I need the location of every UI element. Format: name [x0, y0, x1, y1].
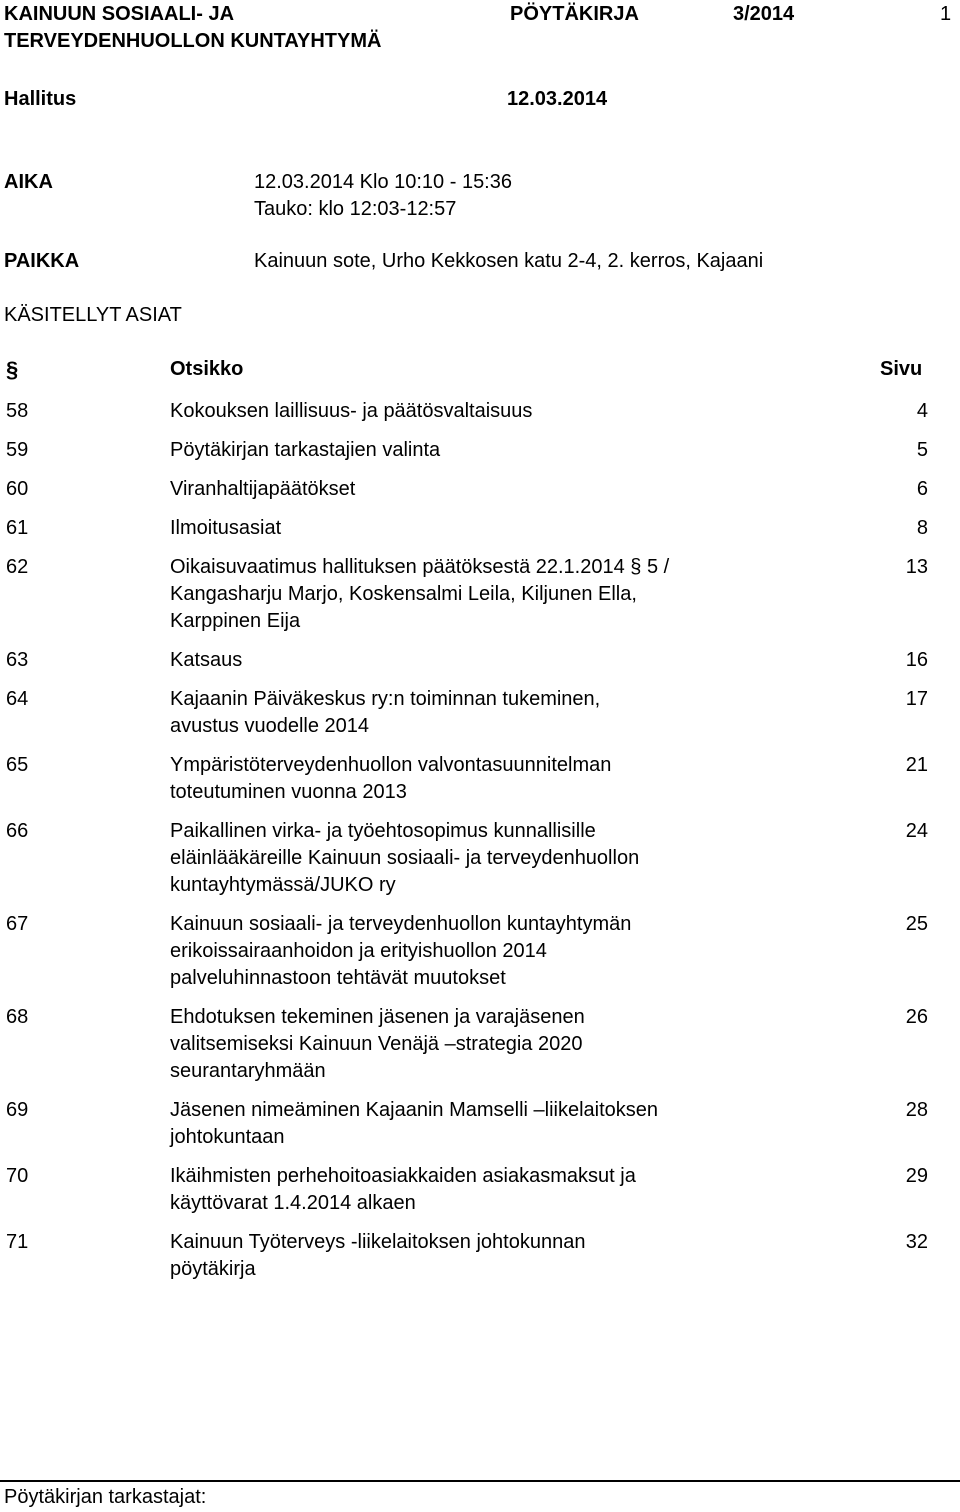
agenda-item-page: 21 [905, 754, 928, 776]
place-label: PAIKKA [4, 250, 80, 272]
agenda-item-number: 62 [6, 556, 29, 578]
agenda-item-title-line: Oikaisuvaatimus hallituksen päätöksestä 22.1.2014 § 5 / [170, 556, 670, 578]
footer-reviewers-label: Pöytäkirjan tarkastajat: [4, 1486, 207, 1508]
agenda-item-page: 26 [905, 1006, 928, 1028]
agenda-item-title-line: pöytäkirja [170, 1258, 256, 1280]
organization-name [4, 1, 381, 55]
agenda-item-title-line: Kajaanin Päiväkeskus ry:n toiminnan tukeminen, [170, 688, 601, 710]
agenda-item-title-line: valitsemiseksi Kainuun Venäjä –strategia 2020 [170, 1033, 583, 1055]
agenda-item-title-line: Viranhaltijapäätökset [170, 478, 356, 500]
agenda-item-page: 8 [916, 517, 928, 539]
agenda-item-page: 25 [905, 913, 928, 935]
governing-body: Hallitus [4, 88, 77, 110]
agenda-item-title-line: Karppinen Eija [170, 610, 301, 632]
time-value-line1: 12.03.2014 Klo 10:10 - 15:36 [254, 171, 512, 193]
agenda-item-page: 6 [916, 478, 928, 500]
agenda-item-title-line: Kainuun sosiaali- ja terveydenhuollon kuntayhtymän [170, 913, 632, 935]
agenda-item-page: 4 [916, 400, 928, 422]
agenda-item-number: 61 [6, 517, 29, 539]
agenda-item-title-line: toteutuminen vuonna 2013 [170, 781, 407, 803]
agenda-item-title [170, 686, 860, 740]
organization-name-line1: KAINUUN SOSIAALI- JA [4, 3, 235, 25]
agenda-item-title-line: käyttövarat 1.4.2014 alkaen [170, 1192, 416, 1214]
column-header-title: Otsikko [170, 358, 244, 380]
agenda-item-title [170, 647, 860, 674]
page-number: 1 [940, 3, 952, 25]
agenda-item-page: 17 [905, 688, 928, 710]
agenda-item-title-line: Katsaus [170, 649, 243, 671]
document-number: 3/2014 [733, 3, 795, 25]
agenda-item-title-line: erikoissairaanhoidon ja erityishuollon 2014 [170, 940, 547, 962]
agenda-item-title-line: Jäsenen nimeäminen Kajaanin Mamselli –liikelaitoksen [170, 1099, 659, 1121]
agenda-item-title-line: Kainuun Työterveys -liikelaitoksen johtokunnan [170, 1231, 586, 1253]
agenda-item-number: 69 [6, 1099, 29, 1121]
agenda-item-title [170, 437, 860, 464]
agenda-item-title [170, 476, 860, 503]
agenda-item-page: 13 [905, 556, 928, 578]
time-value-line2: Tauko: klo 12:03-12:57 [254, 198, 457, 220]
footer-divider [0, 1480, 960, 1482]
agenda-item-title-line: Ehdotuksen tekeminen jäsenen ja varajäsenen [170, 1006, 585, 1028]
agenda-item-page: 16 [905, 649, 928, 671]
agenda-item-title-line: Pöytäkirjan tarkastajien valinta [170, 439, 441, 461]
agenda-item-number: 68 [6, 1006, 29, 1028]
agenda-item-title [170, 398, 860, 425]
agenda-item-number: 59 [6, 439, 29, 461]
agenda-item-title [170, 1229, 860, 1283]
agenda-item-number: 66 [6, 820, 29, 842]
agenda-item-title [170, 818, 860, 899]
agenda-item-title [170, 554, 860, 635]
agenda-item-page: 28 [905, 1099, 928, 1121]
place-value: Kainuun sote, Urho Kekkosen katu 2-4, 2. kerros, Kajaani [254, 250, 764, 272]
agenda-item-title-line: Paikallinen virka- ja työehtosopimus kunnallisille [170, 820, 596, 842]
agenda-item-title [170, 1004, 860, 1085]
time-value [254, 169, 512, 223]
agenda-item-title [170, 911, 860, 992]
agenda-item-title [170, 1163, 860, 1217]
agenda-item-title-line: Ympäristöterveydenhuollon valvontasuunnitelman [170, 754, 612, 776]
handled-matters-heading: KÄSITELLYT ASIAT [4, 304, 182, 326]
agenda-item-number: 65 [6, 754, 29, 776]
section-symbol-icon: § [6, 357, 19, 382]
agenda-item-page: 29 [905, 1165, 928, 1187]
agenda-item-number: 60 [6, 478, 29, 500]
agenda-item-title-line: avustus vuodelle 2014 [170, 715, 370, 737]
agenda-item-number: 70 [6, 1165, 29, 1187]
agenda-item-number: 58 [6, 400, 29, 422]
agenda-item-title-line: eläinlääkäreille Kainuun sosiaali- ja terveydenhuollon [170, 847, 640, 869]
agenda-item-title-line: johtokuntaan [170, 1126, 285, 1148]
agenda-item-title-line: Ikäihmisten perhehoitoasiakkaiden asiakasmaksut ja [170, 1165, 636, 1187]
agenda-item-page: 32 [905, 1231, 928, 1253]
agenda-item-number: 64 [6, 688, 29, 710]
agenda-item-title-line: Kangasharju Marjo, Koskensalmi Leila, Kiljunen Ella, [170, 583, 637, 605]
organization-name-line2: TERVEYDENHUOLLON KUNTAYHTYMÄ [4, 30, 382, 52]
agenda-item-number: 63 [6, 649, 29, 671]
column-header-page: Sivu [880, 358, 923, 380]
time-label: AIKA [4, 171, 53, 193]
agenda-item-title [170, 515, 860, 542]
agenda-item-title-line: Kokouksen laillisuus- ja päätösvaltaisuus [170, 400, 533, 422]
agenda-item-page: 24 [905, 820, 928, 842]
document-type: PÖYTÄKIRJA [510, 3, 639, 25]
agenda-item-page: 5 [916, 439, 928, 461]
agenda-item-number: 71 [6, 1231, 29, 1253]
agenda-item-title-line: Ilmoitusasiat [170, 517, 282, 539]
agenda-item-title-line: kuntayhtymässä/JUKO ry [170, 874, 396, 896]
agenda-item-title-line: palveluhinnastoon tehtävät muutokset [170, 967, 506, 989]
agenda-item-title [170, 1097, 860, 1151]
agenda-item-title-line: seurantaryhmään [170, 1060, 326, 1082]
agenda-item-title [170, 752, 860, 806]
agenda-item-number: 67 [6, 913, 29, 935]
meeting-date: 12.03.2014 [507, 88, 608, 110]
